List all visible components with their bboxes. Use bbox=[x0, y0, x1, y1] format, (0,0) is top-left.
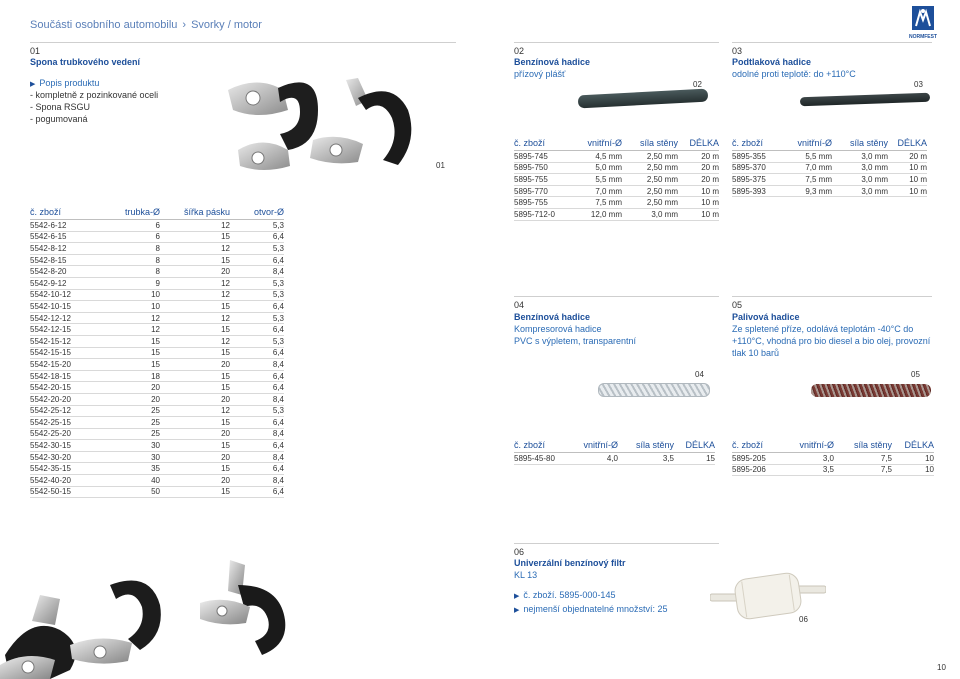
table-cell: 15 bbox=[160, 231, 230, 243]
triangle-right-icon: ▶ bbox=[514, 607, 520, 614]
table-cell: 5542-10-15 bbox=[30, 301, 100, 313]
table-cell: 5895-750 bbox=[514, 162, 570, 174]
table-cell: 5,3 bbox=[230, 243, 284, 255]
table-row bbox=[30, 451, 284, 463]
table-row bbox=[30, 277, 284, 289]
table-cell: 50 bbox=[100, 486, 160, 498]
table-cell: 9 bbox=[100, 277, 160, 289]
table-cell: 10 m bbox=[888, 162, 927, 174]
table-row bbox=[732, 453, 934, 465]
table-cell: 6,4 bbox=[230, 301, 284, 313]
table-row bbox=[30, 289, 284, 301]
fuel-hose-image bbox=[578, 89, 709, 109]
table-header-row bbox=[30, 206, 284, 220]
table-cell: 5895-206 bbox=[732, 464, 784, 476]
table-cell: 5,3 bbox=[230, 335, 284, 347]
table-cell: 7,0 mm bbox=[784, 162, 832, 174]
table-cell: 10 bbox=[892, 464, 934, 476]
table-cell: 10 m bbox=[678, 208, 719, 220]
fuel-hose-spec-table bbox=[514, 137, 719, 221]
section-divider bbox=[732, 42, 932, 43]
table-row bbox=[30, 266, 284, 278]
table-cell: 8,4 bbox=[230, 359, 284, 371]
table-row bbox=[30, 324, 284, 336]
table-cell: 6,4 bbox=[230, 370, 284, 382]
table-cell: 7,5 bbox=[834, 453, 892, 465]
table-cell: 5542-15-15 bbox=[30, 347, 100, 359]
table-cell: 10 bbox=[100, 301, 160, 313]
table-cell: 30 bbox=[100, 451, 160, 463]
fuel-braided-hose-image bbox=[811, 384, 931, 397]
table-cell: 6,4 bbox=[230, 347, 284, 359]
table-cell: 10 bbox=[892, 453, 934, 465]
fuel-filter-image bbox=[710, 556, 826, 636]
table-cell: 5895-205 bbox=[732, 453, 784, 465]
page-number: 10 bbox=[937, 663, 946, 672]
compressor-hose-table-body bbox=[514, 453, 715, 465]
table-cell: 15 bbox=[160, 370, 230, 382]
table-row bbox=[30, 405, 284, 417]
col-header-inner-diameter: vnitřní-Ø bbox=[570, 137, 622, 151]
description-line: PVC s výpletem, transparentní bbox=[514, 336, 637, 346]
col-header-article: č. zboží bbox=[732, 439, 784, 453]
table-row bbox=[30, 393, 284, 405]
table-cell: 30 bbox=[100, 440, 160, 452]
table-cell: 5542-8-20 bbox=[30, 266, 100, 278]
fuel-hose-table-body bbox=[514, 151, 719, 221]
table-cell: 6 bbox=[100, 231, 160, 243]
col-header-wall-thickness: síla stěny bbox=[832, 137, 888, 151]
table-cell: 15 bbox=[160, 417, 230, 429]
fuel-braided-hose-spec-table bbox=[732, 439, 934, 476]
table-cell: 20 bbox=[160, 428, 230, 440]
section-title: Benzínová hadice bbox=[514, 57, 591, 67]
fuel-filter-icon bbox=[710, 556, 826, 636]
table-row bbox=[732, 162, 927, 174]
image-label: 01 bbox=[436, 161, 445, 170]
compressor-hose-image bbox=[598, 383, 710, 397]
table-cell: 10 m bbox=[678, 197, 719, 209]
table-cell: 6,4 bbox=[230, 440, 284, 452]
section-subtitle: přízový plášť bbox=[514, 69, 566, 79]
table-cell: 5542-35-15 bbox=[30, 463, 100, 475]
table-cell: 5542-8-15 bbox=[30, 254, 100, 266]
col-header-article: č. zboží bbox=[514, 439, 570, 453]
table-cell: 5895-755 bbox=[514, 174, 570, 186]
col-header-pipe-diameter: trubka-Ø bbox=[100, 206, 160, 220]
table-cell: 5895-355 bbox=[732, 151, 784, 163]
table-cell: 5895-370 bbox=[732, 162, 784, 174]
section-number: 02 bbox=[514, 46, 525, 56]
col-header-inner-diameter: vnitřní-Ø bbox=[784, 137, 832, 151]
table-row bbox=[30, 301, 284, 313]
pipe-clamps-icon bbox=[0, 555, 290, 679]
table-cell: 5542-10-12 bbox=[30, 289, 100, 301]
table-cell: 5542-12-15 bbox=[30, 324, 100, 336]
table-cell: 6,4 bbox=[230, 486, 284, 498]
section-divider bbox=[514, 296, 719, 297]
table-row bbox=[514, 453, 715, 465]
table-cell: 6,4 bbox=[230, 231, 284, 243]
table-cell: 20 m bbox=[888, 151, 927, 163]
feature-list bbox=[30, 89, 158, 125]
table-cell: 20 bbox=[160, 359, 230, 371]
clamp-group-image bbox=[0, 555, 290, 679]
col-header-length: DÉLKA bbox=[888, 137, 927, 151]
table-cell: 5542-40-20 bbox=[30, 475, 100, 487]
table-cell: 15 bbox=[160, 254, 230, 266]
table-cell: 3,5 bbox=[618, 453, 674, 465]
table-cell: 5542-6-12 bbox=[30, 220, 100, 232]
table-cell: 5542-25-15 bbox=[30, 417, 100, 429]
table-cell: 3,0 mm bbox=[832, 185, 888, 197]
image-label: 05 bbox=[911, 370, 920, 379]
clamp-product-image bbox=[218, 70, 428, 190]
table-row bbox=[732, 185, 927, 197]
table-cell: 6,4 bbox=[230, 254, 284, 266]
table-cell: 18 bbox=[100, 370, 160, 382]
compressor-hose-spec-table bbox=[514, 439, 715, 465]
table-cell: 2,50 mm bbox=[622, 151, 678, 163]
table-cell: 15 bbox=[100, 359, 160, 371]
table-cell: 8,4 bbox=[230, 451, 284, 463]
fuel-braided-hose-table-body bbox=[732, 453, 934, 476]
breadcrumb bbox=[30, 19, 262, 31]
table-cell: 5542-15-12 bbox=[30, 335, 100, 347]
table-row bbox=[514, 185, 719, 197]
col-header-article: č. zboží bbox=[514, 137, 570, 151]
table-cell: 5,3 bbox=[230, 220, 284, 232]
vacuum-hose-image bbox=[800, 93, 930, 107]
table-cell: 10 m bbox=[888, 174, 927, 186]
table-cell: 2,50 mm bbox=[622, 162, 678, 174]
table-cell: 6,4 bbox=[230, 382, 284, 394]
table-cell: 2,50 mm bbox=[622, 185, 678, 197]
table-cell: 3,0 mm bbox=[832, 162, 888, 174]
normfest-logo-icon bbox=[908, 6, 938, 40]
breadcrumb-item-category[interactable]: Součásti osobního automobilu bbox=[30, 19, 178, 31]
table-row bbox=[30, 486, 284, 498]
table-cell: 8,4 bbox=[230, 393, 284, 405]
col-header-length: DÉLKA bbox=[678, 137, 719, 151]
table-header-row bbox=[732, 439, 934, 453]
table-cell: 8,4 bbox=[230, 428, 284, 440]
table-cell: 5,3 bbox=[230, 289, 284, 301]
feature-item: - pogumovaná bbox=[30, 114, 88, 124]
table-row bbox=[30, 243, 284, 255]
table-cell: 15 bbox=[160, 486, 230, 498]
table-cell: 20 bbox=[160, 475, 230, 487]
table-row bbox=[30, 463, 284, 475]
table-row bbox=[514, 197, 719, 209]
table-cell: 20 m bbox=[678, 151, 719, 163]
table-cell: 15 bbox=[160, 440, 230, 452]
bullet-item bbox=[514, 589, 667, 603]
triangle-right-icon: ▶ bbox=[514, 593, 520, 600]
col-header-article: č. zboží bbox=[732, 137, 784, 151]
table-cell: 15 bbox=[100, 335, 160, 347]
description-line: Kompresorová hadice bbox=[514, 324, 602, 334]
table-cell: 5895-712-0 bbox=[514, 208, 570, 220]
clamp-table-body bbox=[30, 220, 284, 498]
table-cell: 2,50 mm bbox=[622, 197, 678, 209]
image-label: 06 bbox=[799, 615, 808, 624]
image-label: 04 bbox=[695, 370, 704, 379]
table-cell: 6,4 bbox=[230, 463, 284, 475]
table-cell: 5542-25-12 bbox=[30, 405, 100, 417]
table-cell: 10 m bbox=[888, 185, 927, 197]
table-cell: 12 bbox=[160, 289, 230, 301]
bullet-text: č. zboží. 5895-000-145 bbox=[523, 590, 616, 600]
clamp-spec-table bbox=[30, 206, 284, 498]
col-header-hole-diameter: otvor-Ø bbox=[230, 206, 284, 220]
vacuum-hose-table-body bbox=[732, 151, 927, 197]
table-cell: 7,5 bbox=[834, 464, 892, 476]
table-cell: 5,3 bbox=[230, 277, 284, 289]
table-cell: 4,5 mm bbox=[570, 151, 622, 163]
table-cell: 12,0 mm bbox=[570, 208, 622, 220]
table-cell: 12 bbox=[160, 335, 230, 347]
section-title: Spona trubkového vedení bbox=[30, 57, 141, 67]
section-title: Palivová hadice bbox=[732, 312, 800, 322]
table-row bbox=[732, 174, 927, 186]
table-cell: 15 bbox=[160, 382, 230, 394]
col-header-article: č. zboží bbox=[30, 206, 100, 220]
table-cell: 7,0 mm bbox=[570, 185, 622, 197]
table-row bbox=[732, 151, 927, 163]
table-cell: 3,0 mm bbox=[622, 208, 678, 220]
col-header-inner-diameter: vnitřní-Ø bbox=[570, 439, 618, 453]
table-row bbox=[30, 312, 284, 324]
table-cell: 15 bbox=[100, 347, 160, 359]
col-header-wall-thickness: síla stěny bbox=[834, 439, 892, 453]
pipe-clamp-icon bbox=[218, 70, 428, 190]
product-description-label: Popis produktu bbox=[39, 78, 100, 88]
table-cell: 3,0 mm bbox=[832, 174, 888, 186]
image-label: 03 bbox=[914, 80, 923, 89]
table-row bbox=[30, 440, 284, 452]
table-row bbox=[514, 162, 719, 174]
col-header-wall-thickness: síla stěny bbox=[618, 439, 674, 453]
section-number: 06 bbox=[514, 547, 525, 557]
table-cell: 2,50 mm bbox=[622, 174, 678, 186]
table-row bbox=[30, 231, 284, 243]
table-cell: 5895-45-80 bbox=[514, 453, 570, 465]
section-subtitle: KL 13 bbox=[514, 570, 538, 580]
chevron-right-icon: › bbox=[182, 19, 187, 31]
table-row bbox=[30, 475, 284, 487]
table-cell: 5542-9-12 bbox=[30, 277, 100, 289]
col-header-band-width: šířka pásku bbox=[160, 206, 230, 220]
table-cell: 9,3 mm bbox=[784, 185, 832, 197]
vacuum-hose-spec-table bbox=[732, 137, 927, 197]
table-cell: 5542-8-12 bbox=[30, 243, 100, 255]
section-title: Univerzální benzínový filtr bbox=[514, 558, 626, 568]
table-cell: 5895-770 bbox=[514, 185, 570, 197]
table-cell: 5542-30-15 bbox=[30, 440, 100, 452]
table-cell: 8,4 bbox=[230, 266, 284, 278]
triangle-right-icon: ▶ bbox=[30, 81, 36, 88]
table-cell: 10 m bbox=[678, 185, 719, 197]
bullet-list bbox=[514, 589, 667, 617]
table-cell: 20 bbox=[100, 393, 160, 405]
col-header-wall-thickness: síla stěny bbox=[622, 137, 678, 151]
table-cell: 3,5 bbox=[784, 464, 834, 476]
table-cell: 15 bbox=[160, 301, 230, 313]
description-line: Ze spletené příze, odolává teplotám -40°C do bbox=[732, 324, 914, 334]
table-cell: 5542-18-15 bbox=[30, 370, 100, 382]
image-label: 02 bbox=[693, 80, 702, 89]
table-cell: 12 bbox=[160, 277, 230, 289]
section-description bbox=[732, 323, 930, 359]
table-cell: 12 bbox=[160, 220, 230, 232]
table-cell: 12 bbox=[160, 312, 230, 324]
table-cell: 7,5 mm bbox=[784, 174, 832, 186]
table-cell: 20 bbox=[100, 382, 160, 394]
feature-item: - Spona RSGU bbox=[30, 102, 91, 112]
table-cell: 5542-15-20 bbox=[30, 359, 100, 371]
table-cell: 5,3 bbox=[230, 405, 284, 417]
table-cell: 20 bbox=[160, 451, 230, 463]
section-divider bbox=[30, 42, 456, 43]
table-cell: 3,0 mm bbox=[832, 151, 888, 163]
table-cell: 25 bbox=[100, 428, 160, 440]
table-cell: 8 bbox=[100, 254, 160, 266]
table-row bbox=[30, 220, 284, 232]
table-header-row bbox=[732, 137, 927, 151]
description-line: tlak 10 barů bbox=[732, 348, 780, 358]
table-cell: 4,0 bbox=[570, 453, 618, 465]
table-row bbox=[514, 174, 719, 186]
brand-logo bbox=[908, 6, 938, 40]
table-cell: 15 bbox=[160, 324, 230, 336]
table-cell: 5,5 mm bbox=[570, 174, 622, 186]
table-cell: 25 bbox=[100, 405, 160, 417]
section-description bbox=[514, 323, 636, 347]
table-row bbox=[30, 347, 284, 359]
description-line: +110°C, vhodná pro bio diesel a bio olej, provozní bbox=[732, 336, 931, 346]
table-cell: 35 bbox=[100, 463, 160, 475]
table-cell: 20 bbox=[160, 266, 230, 278]
table-cell: 20 m bbox=[678, 174, 719, 186]
section-divider bbox=[514, 42, 719, 43]
table-cell: 5542-25-20 bbox=[30, 428, 100, 440]
table-cell: 12 bbox=[100, 312, 160, 324]
table-cell: 5,3 bbox=[230, 312, 284, 324]
table-row bbox=[30, 370, 284, 382]
table-header-row bbox=[514, 137, 719, 151]
table-cell: 5542-30-20 bbox=[30, 451, 100, 463]
table-cell: 5895-745 bbox=[514, 151, 570, 163]
col-header-inner-diameter: vnitřní-Ø bbox=[784, 439, 834, 453]
bullet-item bbox=[514, 603, 667, 617]
table-cell: 40 bbox=[100, 475, 160, 487]
table-cell: 12 bbox=[160, 405, 230, 417]
table-row bbox=[514, 208, 719, 220]
table-cell: 10 bbox=[100, 289, 160, 301]
table-cell: 12 bbox=[100, 324, 160, 336]
table-cell: 5895-375 bbox=[732, 174, 784, 186]
table-cell: 25 bbox=[100, 417, 160, 429]
table-cell: 8 bbox=[100, 266, 160, 278]
table-cell: 8 bbox=[100, 243, 160, 255]
table-row bbox=[30, 254, 284, 266]
table-row bbox=[30, 417, 284, 429]
table-cell: 5895-393 bbox=[732, 185, 784, 197]
table-cell: 5,0 mm bbox=[570, 162, 622, 174]
section-number: 04 bbox=[514, 300, 525, 310]
section-title: Benzínová hadice bbox=[514, 312, 591, 322]
section-number: 01 bbox=[30, 46, 41, 56]
table-row bbox=[514, 151, 719, 163]
table-cell: 3,0 bbox=[784, 453, 834, 465]
table-cell: 6 bbox=[100, 220, 160, 232]
svg-text:NORMFEST: NORMFEST bbox=[908, 34, 938, 40]
breadcrumb-item-current[interactable]: Svorky / motor bbox=[191, 19, 262, 31]
table-cell: 5542-50-15 bbox=[30, 486, 100, 498]
table-cell: 5895-755 bbox=[514, 197, 570, 209]
table-cell: 15 bbox=[160, 463, 230, 475]
table-cell: 15 bbox=[674, 453, 715, 465]
table-cell: 5542-12-12 bbox=[30, 312, 100, 324]
section-divider bbox=[514, 543, 719, 544]
section-number: 03 bbox=[732, 46, 743, 56]
section-number: 05 bbox=[732, 300, 743, 310]
bullet-text: nejmenší objednatelné množství: 25 bbox=[523, 604, 668, 614]
table-cell: 15 bbox=[160, 347, 230, 359]
col-header-length: DÉLKA bbox=[892, 439, 934, 453]
table-row bbox=[30, 428, 284, 440]
table-row bbox=[732, 464, 934, 476]
table-cell: 12 bbox=[160, 243, 230, 255]
col-header-length: DÉLKA bbox=[674, 439, 715, 453]
table-cell: 5542-6-15 bbox=[30, 231, 100, 243]
table-cell: 5,5 mm bbox=[784, 151, 832, 163]
table-cell: 20 m bbox=[678, 162, 719, 174]
table-cell: 5542-20-15 bbox=[30, 382, 100, 394]
table-cell: 5542-20-20 bbox=[30, 393, 100, 405]
table-cell: 6,4 bbox=[230, 324, 284, 336]
feature-item: - kompletně z pozinkované oceli bbox=[30, 90, 159, 100]
table-row bbox=[30, 359, 284, 371]
table-cell: 6,4 bbox=[230, 417, 284, 429]
table-row bbox=[30, 382, 284, 394]
table-cell: 8,4 bbox=[230, 475, 284, 487]
table-cell: 7,5 mm bbox=[570, 197, 622, 209]
section-subtitle: odolné proti teplotě: do +110°C bbox=[732, 69, 856, 79]
section-title: Podtlaková hadice bbox=[732, 57, 812, 67]
table-row bbox=[30, 335, 284, 347]
table-header-row bbox=[514, 439, 715, 453]
table-cell: 20 bbox=[160, 393, 230, 405]
section-divider bbox=[732, 296, 932, 297]
